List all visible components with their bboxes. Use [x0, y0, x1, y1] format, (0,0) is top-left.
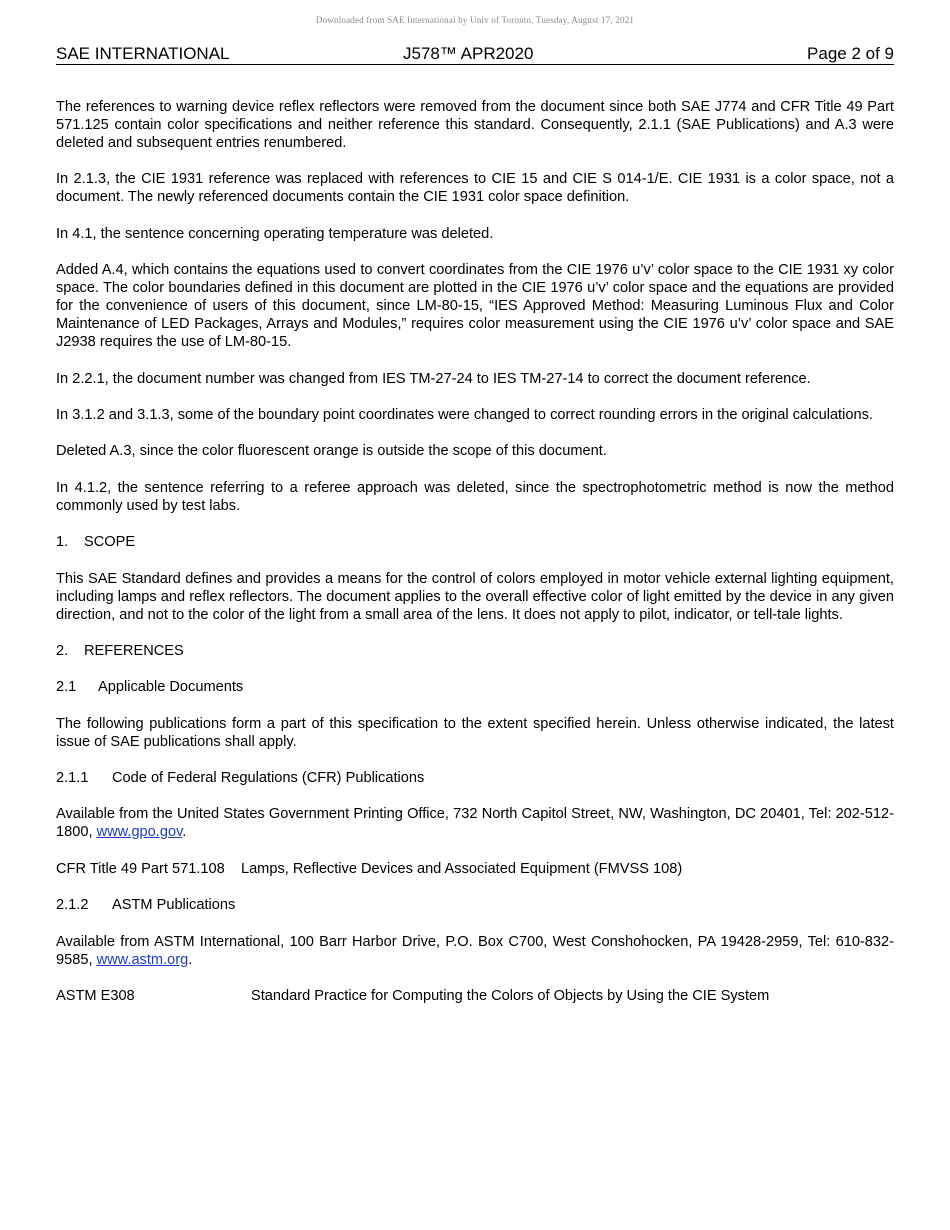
rationale-paragraph: Deleted A.3, since the color fluorescent orange is outside the scope of this document.: [56, 443, 607, 460]
section-number: 2.: [56, 642, 69, 659]
subsection-heading-cfr: [56, 769, 894, 787]
applicable-documents-paragraph: The following publications form a part of this specification to the extent specified herein. Unless otherwise indicated, the latest issue of SAE publications shall apply.: [56, 715, 894, 750]
cfr-availability-paragraph: Available from the United States Government Printing Office, 732 North Capitol Street, NW, Washington, DC 20401, Tel: 202-512-1800, www.gpo.gov.: [56, 806, 894, 841]
rationale-paragraph: Added A.4, which contains the equations used to convert coordinates from the CIE 1976 u’v’ color space to the CIE 1931 xy color space. The color boundaries defined in this document are plotted in the CIE 1976 u’v’ color space and the equations are provided for the convenience of users of this document, since LM-80-15, “IES Approved Method: Measuring Luminous Flux and Color Maintenance of LED Packages, Arrays and Modules,” requires color measurement using the CIE 1976 u’v’ color space and SAE J2938 requires the use of LM-80-15.: [56, 262, 894, 351]
rationale-paragraph: In 4.1.2, the sentence referring to a referee approach was deleted, since the spectrophotometric method is now the method commonly used by test labs.: [56, 479, 894, 514]
subsection-number: 2.1: [56, 679, 77, 696]
rationale-paragraph: The references to warning device reflex reflectors were removed from the document since both SAE J774 and CFR Title 49 Part 571.125 contain color specifications and neither reference this standard. Consequently, 2.1.1 (SAE Publications) and A.3 were deleted and subsequent entries renumbered.: [56, 99, 894, 151]
reference-title: Standard Practice for Computing the Colors of Objects by Using the CIE System: [251, 988, 770, 1005]
download-watermark: Downloaded from SAE International by Univ of Toronto, Tuesday, August 17, 2021: [315, 15, 635, 25]
rationale-paragraph: In 3.1.2 and 3.1.3, some of the boundary point coordinates were changed to correct rounding errors in the original calculations.: [56, 406, 873, 423]
rationale-paragraph: In 2.2.1, the document number was changed from IES TM-27-24 to IES TM-27-14 to correct the document reference.: [56, 370, 811, 387]
subsection-number: 2.1.1: [56, 770, 89, 787]
reference-id: ASTM E308: [56, 988, 135, 1005]
header-page-number: Page 2 of 9: [807, 44, 894, 63]
scope-paragraph: This SAE Standard defines and provides a means for the control of colors employed in motor vehicle external lighting equipment, including lamps and reflex reflectors. The document applies to the overall effective color of light emitted by the device in any given direction, and not to the color of the light from a small area of the lens. It does not apply to pilot, indicator, or tell-tale lights.: [56, 570, 894, 623]
astm-availability-paragraph: Available from ASTM International, 100 Barr Harbor Drive, P.O. Box C700, West Conshohocken, PA 19428-2959, Tel: 610-832-9585, www.astm.org.: [56, 933, 894, 968]
section-title: REFERENCES: [84, 642, 184, 659]
subsection-title: ASTM Publications: [112, 897, 236, 914]
header-document-number: J578™ APR2020: [403, 44, 534, 63]
page-header: [56, 44, 894, 65]
reference-title: Lamps, Reflective Devices and Associated Equipment (FMVSS 108): [240, 860, 683, 877]
document-body: [56, 98, 894, 1023]
section-heading-scope: [56, 533, 894, 551]
reference-id: CFR Title 49 Part 571.108: [56, 860, 225, 877]
section-title: SCOPE: [84, 534, 136, 551]
cfr-availability-text: Available from the United States Government Printing Office, 732 North Capitol Street, NW, Washington, DC 20401, Tel: 202-512-1800,: [56, 806, 894, 841]
section-heading-references: [56, 642, 894, 660]
subsection-title: Code of Federal Regulations (CFR) Publications: [112, 770, 425, 787]
section-number: 1.: [56, 534, 69, 551]
header-organization: SAE INTERNATIONAL: [56, 44, 230, 63]
rationale-paragraph: In 4.1, the sentence concerning operating temperature was deleted.: [56, 225, 494, 242]
astm-availability-text: Available from ASTM International, 100 Barr Harbor Drive, P.O. Box C700, West Conshohocken, PA 19428-2959, Tel: 610-832-9585,: [56, 933, 894, 968]
cfr-reference-entry: [56, 860, 894, 878]
astm-website-link[interactable]: www.astm.org: [96, 951, 189, 968]
subsection-title: Applicable Documents: [98, 679, 244, 696]
astm-reference-entry: [56, 987, 894, 1005]
rationale-paragraph: In 2.1.3, the CIE 1931 reference was replaced with references to CIE 15 and CIE S 014-1/E. CIE 1931 is a color space, not a document. The newly referenced documents contain the CIE 1931 color space definition.: [56, 171, 894, 206]
subsection-heading-applicable-documents: [56, 678, 894, 696]
subsection-heading-astm: [56, 896, 894, 914]
gpo-website-link[interactable]: www.gpo.gov: [96, 824, 183, 841]
subsection-number: 2.1.2: [56, 897, 89, 914]
